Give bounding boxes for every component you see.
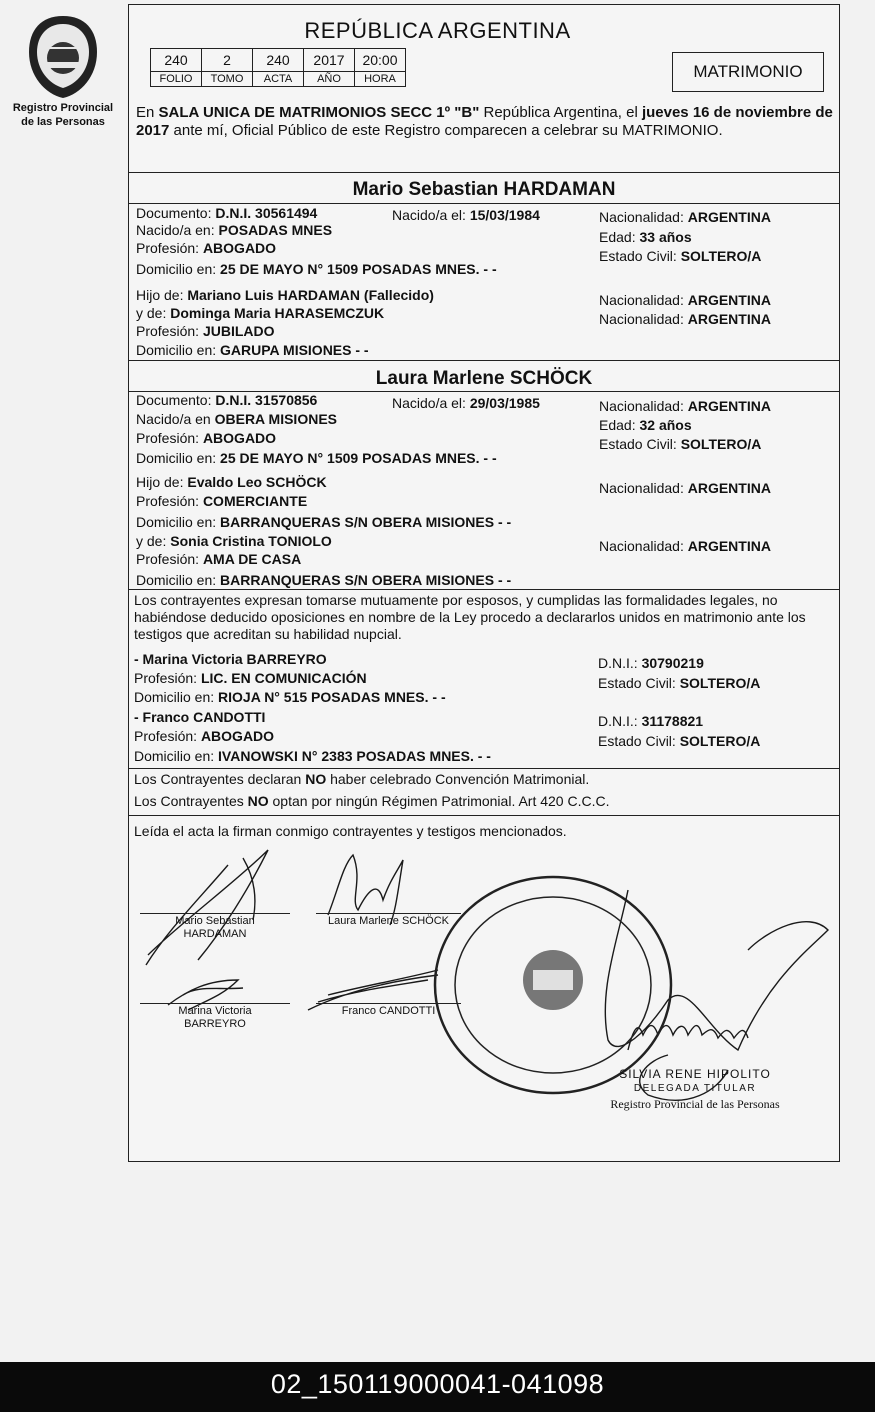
org-line-2: de las Personas — [21, 116, 105, 128]
spouse2-age: Edad: 32 años — [599, 417, 692, 433]
hour-value: 20:00 — [355, 49, 406, 72]
spouse1-address: Domicilio en: 25 DE MAYO N° 1509 POSADAS MNES. - - — [136, 261, 497, 277]
spouse2-mother-nationality: Nacionalidad: ARGENTINA — [599, 538, 771, 554]
spouse1-birth-place: Nacido/a en: POSADAS MNES — [136, 222, 333, 238]
convention-statement: Los Contrayentes declaran NO haber celebrado Convención Matrimonial. — [134, 771, 590, 787]
divider — [128, 172, 840, 173]
declaration-paragraph: Los contrayentes expresan tomarse mutuamente por esposos, y cumplidas las formalidades legales, no habiéndose deducido oposiciones en nombre de la Ley procedo a declararlos unidos en matrimonio ante los testigos que acreditan su habilidad nupcial. — [134, 592, 806, 642]
signature-label-witness2: Franco CANDOTTI — [341, 1005, 436, 1017]
witness2-dni: D.N.I.: 31178821 — [598, 713, 704, 729]
spouse2-civil-status: Estado Civil: SOLTERO/A — [599, 436, 762, 452]
signature-label-witness1: Marina Victoria BARREYRO — [178, 1005, 252, 1030]
org-line-1: Registro Provincial — [12, 102, 114, 114]
ceremony-place: SALA UNICA DE MATRIMONIOS SECC 1º "B" — [158, 104, 480, 121]
year-label: AÑO — [304, 72, 355, 87]
spouse1-name: Mario Sebastian HARDAMAN — [352, 179, 616, 200]
spouse2-father: Hijo de: Evaldo Leo SCHÖCK — [136, 474, 327, 490]
spouse2-father-profession: Profesión: COMERCIANTE — [136, 493, 308, 509]
signature-label-spouse2: Laura Marlene SCHÖCK — [327, 915, 450, 927]
spouse1-birth-date: Nacido/a el: 15/03/1984 — [392, 207, 540, 223]
document-title: REPÚBLICA ARGENTINA — [304, 18, 571, 43]
document-barcode-id: 02_150119000041-041098 — [0, 1362, 875, 1412]
officer-title: DELEGADA TITULAR — [633, 1083, 757, 1094]
signature-line — [140, 1003, 290, 1004]
spouse1-parent-profession: Profesión: JUBILADO — [136, 323, 275, 339]
spouse2-birth-place: Nacido/a en OBERA MISIONES — [136, 411, 337, 427]
witness1-address: Domicilio en: RIOJA N° 515 POSADAS MNES. - - — [134, 689, 446, 705]
witness2-name: - Franco CANDOTTI — [134, 709, 266, 725]
spouse1-profession: Profesión: ABOGADO — [136, 240, 277, 256]
witness1-civil-status: Estado Civil: SOLTERO/A — [598, 675, 761, 691]
tomo-value: 2 — [202, 49, 253, 72]
signature-line — [316, 1003, 461, 1004]
divider — [128, 589, 840, 590]
spouse2-birth-date: Nacido/a el: 29/03/1985 — [392, 395, 540, 411]
spouse1-mother-nationality: Nacionalidad: ARGENTINA — [599, 311, 771, 327]
witness1-dni: D.N.I.: 30790219 — [598, 655, 704, 671]
registry-table — [150, 48, 406, 87]
intro-paragraph: En SALA UNICA DE MATRIMONIOS SECC 1º "B" República Argentina, el jueves 16 de noviembre de 2017 ante mí, Oficial Público de este Registro comparecen a celebrar su MATRIMONIO. — [136, 104, 833, 139]
divider — [128, 203, 840, 204]
spouse2-address: Domicilio en: 25 DE MAYO N° 1509 POSADAS MNES. - - — [136, 450, 497, 466]
witness1-profession: Profesión: LIC. EN COMUNICACIÓN — [134, 670, 367, 686]
spouse2-father-address: Domicilio en: BARRANQUERAS S/N OBERA MISIONES - - — [136, 514, 512, 530]
act-type-box: MATRIMONIO — [672, 52, 824, 92]
spouse2-nationality: Nacionalidad: ARGENTINA — [599, 398, 771, 414]
spouse2-mother: y de: Sonia Cristina TONIOLO — [136, 533, 332, 549]
spouse2-mother-address: Domicilio en: BARRANQUERAS S/N OBERA MISIONES - - — [136, 572, 512, 588]
tomo-label: TOMO — [202, 72, 253, 87]
spouse1-age: Edad: 33 años — [599, 229, 692, 245]
regime-statement: Los Contrayentes NO optan por ningún Régimen Patrimonial. Art 420 C.C.C. — [134, 793, 610, 809]
spouse2-document: Documento: D.N.I. 31570856 — [136, 392, 318, 408]
officer-office: Registro Provincial de las Personas — [610, 1097, 780, 1111]
witness2-profession: Profesión: ABOGADO — [134, 728, 275, 744]
spouse2-mother-profession: Profesión: AMA DE CASA — [136, 551, 302, 567]
spouse1-father-nationality: Nacionalidad: ARGENTINA — [599, 292, 771, 308]
divider — [128, 360, 840, 361]
spouse1-nationality: Nacionalidad: ARGENTINA — [599, 209, 771, 225]
witness1-name: - Marina Victoria BARREYRO — [134, 651, 327, 667]
witness2-civil-status: Estado Civil: SOLTERO/A — [598, 733, 761, 749]
official-seal-icon — [435, 877, 671, 1093]
divider — [128, 815, 840, 816]
year-value: 2017 — [304, 49, 355, 72]
signature-line — [140, 913, 290, 914]
folio-value: 240 — [151, 49, 202, 72]
reading-statement: Leída el acta la firman conmigo contrayentes y testigos mencionados. — [134, 823, 567, 839]
spouse2-profession: Profesión: ABOGADO — [136, 430, 277, 446]
spouse1-document: Documento: D.N.I. 30561494 — [136, 205, 318, 221]
folio-label: FOLIO — [151, 72, 202, 87]
spouse1-father: Hijo de: Mariano Luis HARDAMAN (Fallecido) — [136, 287, 434, 303]
witness2-address: Domicilio en: IVANOWSKI N° 2383 POSADAS MNES. - - — [134, 748, 491, 764]
spouse1-civil-status: Estado Civil: SOLTERO/A — [599, 248, 762, 264]
hour-label: HORA — [355, 72, 406, 87]
signature-label-spouse1: Mario Sebastian HARDAMAN — [175, 915, 255, 940]
signature-line — [316, 913, 461, 914]
spouse2-father-nationality: Nacionalidad: ARGENTINA — [599, 480, 771, 496]
spouse2-name: Laura Marlene SCHÖCK — [375, 368, 593, 389]
ceremony-date: jueves 16 de noviembre de 2017 — [136, 104, 833, 139]
spouse1-parent-address: Domicilio en: GARUPA MISIONES - - — [136, 342, 369, 358]
divider — [128, 768, 840, 769]
spouse1-mother: y de: Dominga Maria HARASEMCZUK — [136, 305, 385, 321]
officer-name: SILVIA RENE HIPOLITO — [619, 1067, 771, 1081]
acta-value: 240 — [253, 49, 304, 72]
acta-label: ACTA — [253, 72, 304, 87]
